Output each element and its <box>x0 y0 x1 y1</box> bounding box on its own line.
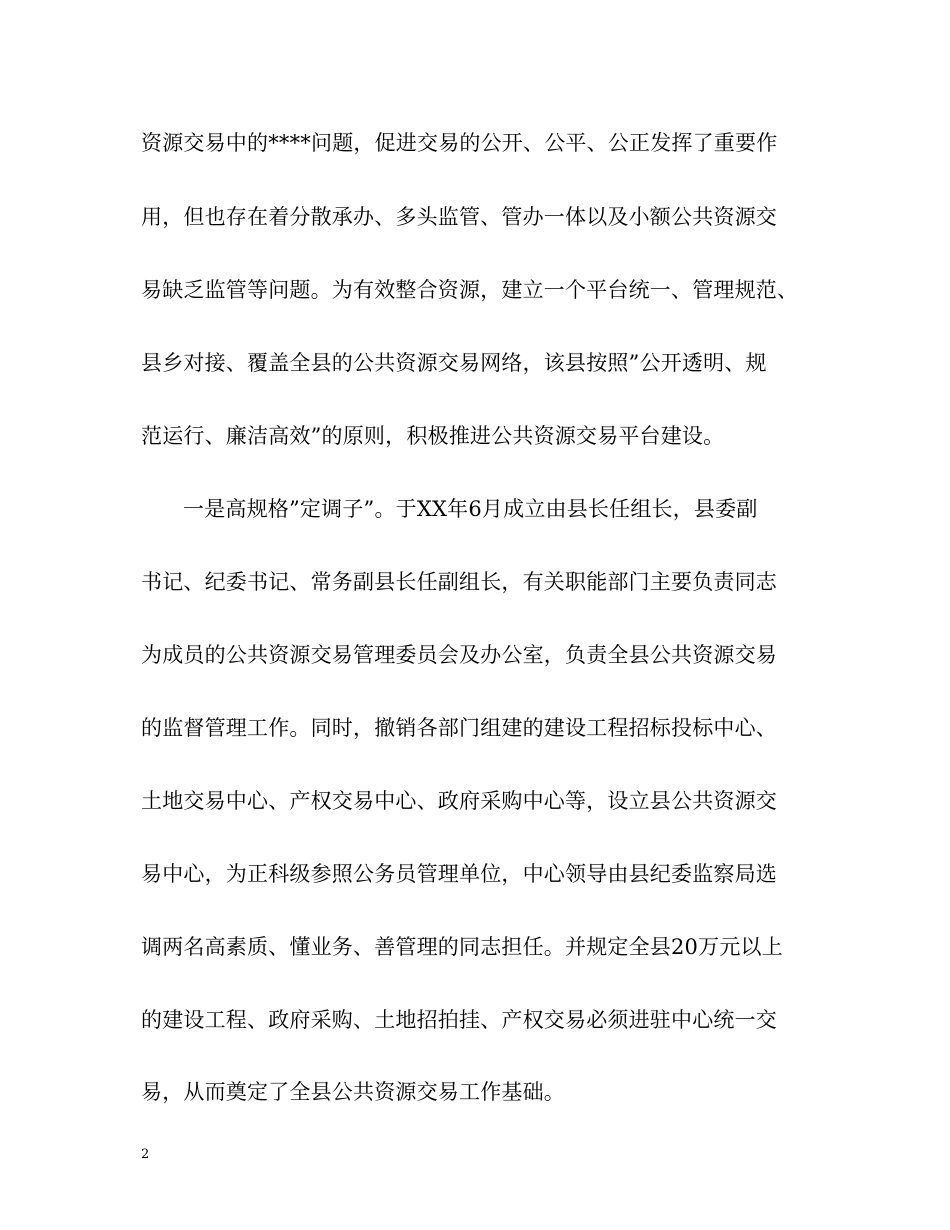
body-text-line-4: 县乡对接、覆盖全县的公共资源交易网络，该县按照”公开透明、规 <box>141 351 767 375</box>
body-text-line-11: 易中心，为正科级参照公务员管理单位，中心领导由县纪委监察局选 <box>141 862 777 886</box>
body-text-line-8: 为成员的公共资源交易管理委员会及办公室，负责全县公共资源交易 <box>141 643 777 667</box>
body-text-line-3: 易缺乏监管等问题。为有效整合资源，建立一个平台统一、管理规范、 <box>141 278 799 302</box>
page-number: 2 <box>141 1147 150 1162</box>
body-text-line-14: 易，从而奠定了全县公共资源交易工作基础。 <box>141 1080 565 1104</box>
body-text-line-7: 书记、纪委书记、常务副县长任副组长，有关职能部门主要负责同志 <box>141 570 777 594</box>
body-text-line-9: 的监督管理工作。同时，撤销各部门组建的建设工程招标投标中心、 <box>141 716 777 740</box>
body-text-line-2: 用，但也存在着分散承办、多头监管、管办一体以及小额公共资源交 <box>141 205 777 229</box>
body-text-line-12: 调两名高素质、懂业务、善管理的同志担任。并规定全县20万元以上 <box>141 935 783 959</box>
body-text-line-1: 资源交易中的****问题，促进交易的公开、公平、公正发挥了重要作 <box>141 131 778 155</box>
body-text-line-13: 的建设工程、政府采购、土地招拍挂、产权交易必须进驻中心统一交 <box>141 1008 777 1032</box>
body-text-line-10: 土地交易中心、产权交易中心、政府采购中心等，设立县公共资源交 <box>141 789 777 813</box>
paragraph-start-line: 一是高规格”定调子”。于XX年6月成立由县长任组长，县委副 <box>183 497 758 521</box>
body-text-line-5: 范运行、廉洁高效”的原则，积极推进公共资源交易平台建设。 <box>141 424 725 448</box>
